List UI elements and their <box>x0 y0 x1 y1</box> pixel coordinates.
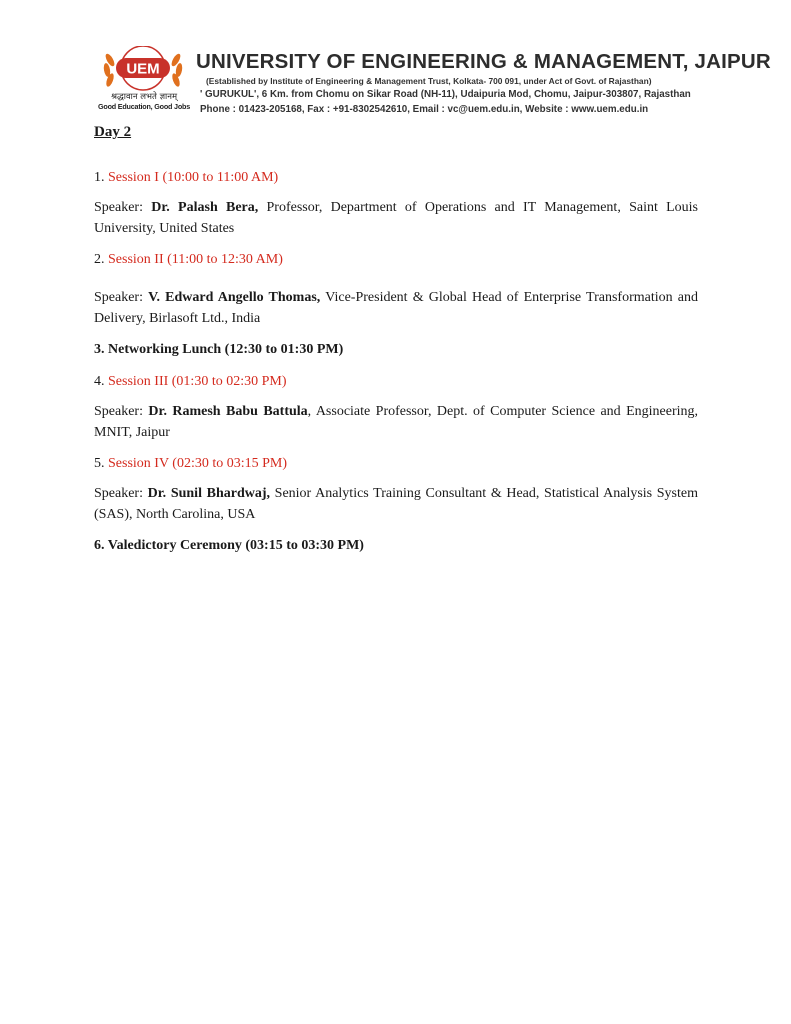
speaker-name: Dr. Palash Bera, <box>151 200 259 215</box>
speaker-prefix: Speaker: <box>94 290 149 305</box>
contact-line: Phone : 01423-205168, Fax : +91-8302542610, Email : vc@uem.edu.in, Website : www.uem.edu.in <box>200 104 649 115</box>
logo-motto <box>96 92 192 112</box>
session-number: 5. <box>94 456 105 471</box>
speaker-line <box>94 401 698 443</box>
speaker-name: V. Edward Angello Thomas, <box>148 290 321 305</box>
logo-text: UEM <box>126 60 160 78</box>
networking-lunch: 3. Networking Lunch (12:30 to 01:30 PM) <box>94 342 344 357</box>
session-number: 1. <box>94 170 105 185</box>
speaker-prefix: Speaker: <box>94 486 148 501</box>
valedictory-ceremony: 6. Valedictory Ceremony (03:15 to 03:30 PM) <box>94 538 364 553</box>
schedule-body <box>94 124 698 569</box>
speaker-detail: , Associate Professor, Dept. of Computer Science and Engineering, MNIT, Jaipur <box>94 404 699 440</box>
university-name: UNIVERSITY OF ENGINEERING & MANAGEMENT, JAIPUR <box>196 50 771 73</box>
session-heading <box>94 455 698 473</box>
speaker-line <box>94 483 698 525</box>
session-number: 4. <box>94 374 105 389</box>
session-title: Session III (01:30 to 02:30 PM) <box>108 374 287 389</box>
speaker-detail: Professor, Department of Operations and IT Management, Saint Louis University, United States <box>94 200 699 236</box>
established-line: (Established by Institute of Engineering & Management Trust, Kolkata- 700 091, under Act of Govt. of Rajasthan) <box>206 76 652 86</box>
speaker-name: Dr. Sunil Bhardwaj, <box>147 486 271 501</box>
speaker-detail: Vice-President & Global Head of Enterprise Transformation and Delivery, Birlasoft Ltd., India <box>94 290 698 326</box>
day-title: Day 2 <box>94 124 132 140</box>
speaker-name: Dr. Ramesh Babu Battula <box>148 404 308 419</box>
session-title: Session II (11:00 to 12:30 AM) <box>108 252 283 267</box>
speaker-detail: Senior Analytics Training Consultant & Head, Statistical Analysis System (SAS), North Carolina, USA <box>94 486 699 522</box>
motto-english: Good Education, Good Jobs <box>97 102 191 111</box>
speaker-prefix: Speaker: <box>94 404 149 419</box>
speaker-line <box>94 287 698 329</box>
address-line: ' GURUKUL', 6 Km. from Chomu on Sikar Road (NH-11), Udaipuria Mod, Chomu, Jaipur-303807, Rajasthan <box>200 89 691 100</box>
session-title: Session IV (02:30 to 03:15 PM) <box>108 456 288 471</box>
session-title: Session I (10:00 to 11:00 AM) <box>108 170 279 185</box>
motto-hindi: श्रद्धावान लभते ज्ञानम् <box>110 92 178 102</box>
session-number: 2. <box>94 252 105 267</box>
session-heading <box>94 251 698 269</box>
speaker-prefix: Speaker: <box>94 200 152 215</box>
session-heading <box>94 373 698 391</box>
speaker-line <box>94 197 698 239</box>
session-heading <box>94 169 698 187</box>
letterhead <box>96 44 771 122</box>
